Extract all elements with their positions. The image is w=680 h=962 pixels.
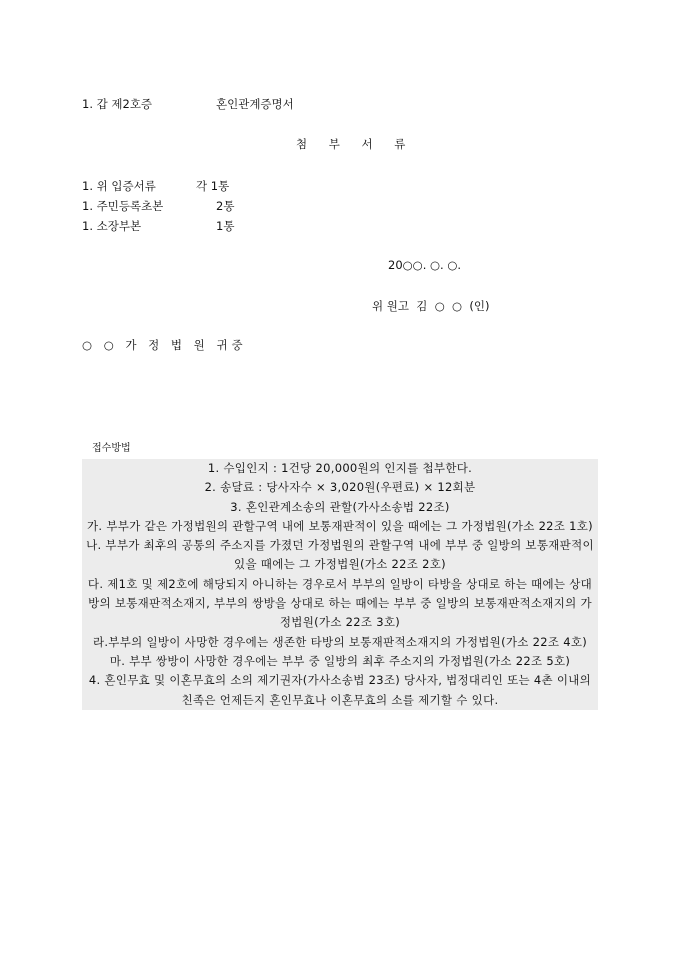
filing-line: 1. 수입인지 : 1건당 20,000원의 인지를 첩부한다.	[207, 461, 473, 475]
attachment-row	[82, 198, 382, 214]
attachment-count: 2통	[216, 199, 235, 213]
attachment-row	[82, 218, 382, 234]
filing-instructions-box	[82, 459, 598, 710]
filing-line: 나. 부부가 최후의 공통의 주소지를 가졌던 가정법원의 관할구역 내에 부부 중 일방의 보통재판적이 있을 때에는 그 가정법원(가소 22조 2호)	[86, 538, 594, 572]
attachment-count: 각 1통	[196, 179, 230, 193]
filing-line: 4. 혼인무효 및 이혼무효의 소의 제기권자(가사소송법 23조) 당사자, 법정대리인 또는 4촌 이내의 친족은 언제든지 혼인무효나 이혼무효의 소를 제기할 수 있다.	[88, 673, 592, 707]
evidence-value: 혼인관계증명서	[216, 97, 294, 111]
court-addressee: ○ ○ 가 정 법 원 귀중	[82, 338, 247, 352]
filing-line: 2. 송달료 : 당사자수 × 3,020원(우편료) × 12회분	[204, 480, 476, 495]
filing-line: 가. 부부가 같은 가정법원의 관할구역 내에 보통재판적이 있을 때에는 그 가정법원(가소 22조 1호)	[87, 518, 593, 533]
signature-line: 위 원고 김 ○ ○ (인)	[372, 299, 490, 313]
evidence-line	[82, 96, 382, 112]
attachment-row	[82, 178, 382, 194]
filing-line: 다. 제1호 및 제2호에 해당되지 아니하는 경우로서 부부의 일방이 타방을 상대로 하는 때에는 상대방의 보통재판적소재지, 부부의 쌍방을 상대로 하는 때에는 부부 중 일방의 보통재판적소재지의 가정법원(가소 22조 3호)	[87, 576, 593, 630]
attachments-title: 첨 부 서 류	[296, 137, 415, 151]
document-date: 20○○. ○. ○.	[388, 258, 462, 272]
evidence-label: 1. 갑 제2호증	[82, 97, 153, 111]
filing-line: 마. 부부 쌍방이 사망한 경우에는 부부 중 일방의 최후 주소지의 가정법원(가소 22조 5호)	[109, 653, 571, 668]
attachment-name: 1. 주민등록초본	[82, 199, 164, 213]
filing-line: 라.부부의 일방이 사망한 경우에는 생존한 타방의 보통재판적소재지의 가정법원(가소 22조 4호)	[92, 634, 588, 649]
attachment-count: 1통	[216, 219, 235, 233]
filing-heading: 접수방법	[92, 443, 131, 454]
attachment-name: 1. 소장부본	[82, 219, 142, 233]
attachment-name: 1. 위 입증서류	[82, 179, 156, 193]
filing-line: 3. 혼인관계소송의 관할(가사소송법 22조)	[230, 499, 450, 514]
